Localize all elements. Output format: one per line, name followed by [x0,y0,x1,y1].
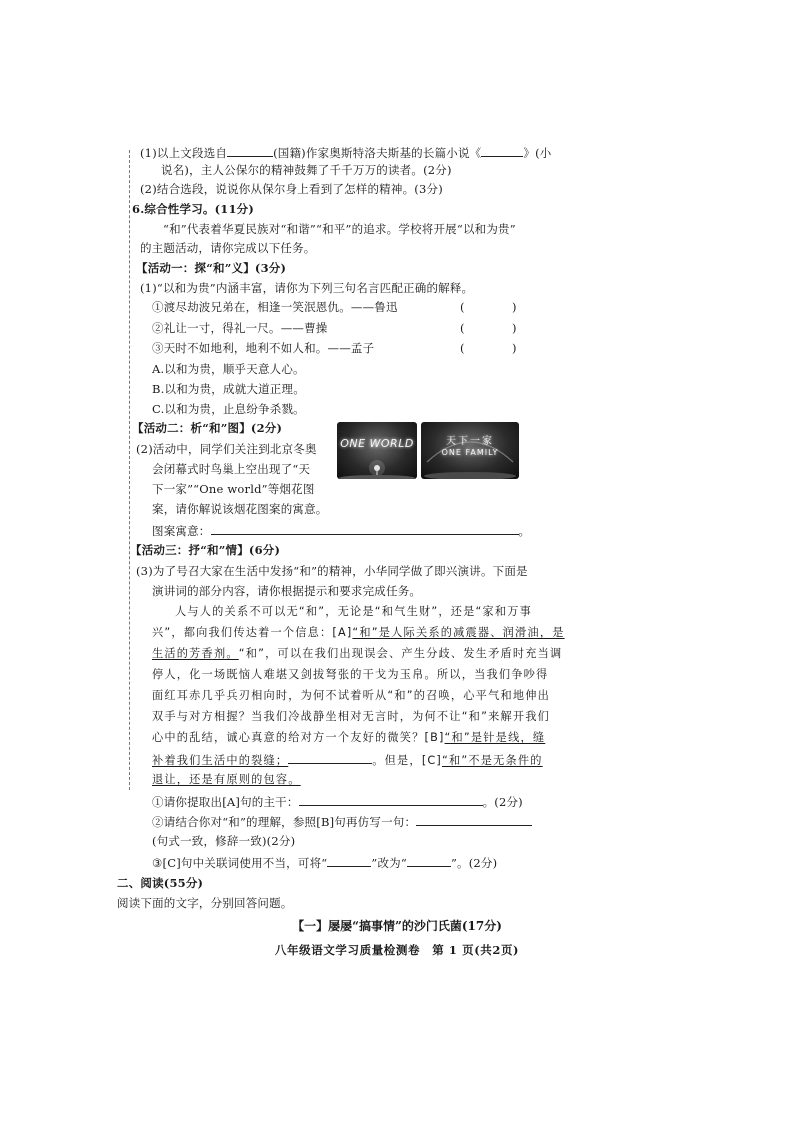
passage-line7-text: 心中的乱结，诚心真意的给对方一个友好的微笑？[B] [152,731,445,744]
answer-paren-open-3: ( [460,341,465,355]
activity2-period: 。 [518,524,531,538]
page-footer: 八年级语文学习质量检测卷 第 1 页(共2页) [274,943,520,957]
passage-line6: 双手与对方相握？当我们冷战静坐相对无言时，为何不让“和”来解开我们 [152,710,551,723]
option-a: A.以和为贵，顺乎天意人心。 [152,362,305,376]
original-conjunction-blank[interactable] [327,854,371,867]
q6-heading: 6.综合性学习。(11分) [132,202,254,216]
passage-line1: 人与人的关系不可以无“和”，无论是“和气生财”，还是“家和万事 [175,605,533,618]
activity1-title: 【活动一：探“和”义】(3分) [136,261,287,275]
activity2-title: 【活动二：析“和”图】(2分) [132,421,283,435]
q5-part2: (2)结合选段，说说你从保尔身上看到了怎样的精神。(3分) [140,182,443,196]
passage-line4: 停人，化一场既恼人难堪又剑拔弩张的干戈为玉帛。所以，当我们争吵得 [152,668,549,681]
passage-line9 [152,772,301,788]
option-b: B.以和为贵，成就大道正理。 [152,382,305,396]
sub-question-2 [152,813,532,830]
answer-paren-close-2: ) [512,321,517,335]
q6-intro-line1: “和”代表着华夏民族对“和谐”“和平”的追求。学校将开展“以和为贵” [163,222,516,236]
q5-part1-line1 [140,144,551,161]
sub-question-1 [152,793,523,810]
fireworks-photo-one-family [421,422,519,479]
answer-paren-open-2: ( [460,321,465,335]
imitation-sentence-blank[interactable] [416,813,532,826]
reading-passage-title: 【一】屡屡“搞事情”的沙门氏菌(17分) [292,919,502,933]
q6-intro-line2: 的主题活动，请你完成以下任务。 [140,241,316,255]
sentence-c-part1: “和”不是无条件的 [441,754,543,767]
sub-question-2-text: ②请结合你对“和”的理解，参照[B]句再仿写一句： [152,815,417,829]
main-stem-blank[interactable] [299,793,483,806]
activity1-question: (1)“以和为贵”内涵丰富，请你为下列三句名言匹配正确的解释。 [140,281,474,295]
passage-line3 [152,646,562,662]
passage-line5: 面红耳赤几乎兵刃相向时，为何不试着听从“和”的召唤，心平气和地伸出 [152,689,551,702]
sub-question-2-note: (句式一致，修辞一致)(2分) [152,834,296,848]
q5-part1-text-a: (1)以上文段选自 [140,146,228,160]
activity3-question-line1: (3)为了号召大家在生活中发扬“和”的精神，小华同学做了即兴演讲。下面是 [136,564,528,578]
passage-line2 [152,625,565,641]
pattern-meaning-blank[interactable] [211,522,519,535]
sub-question-3 [152,854,497,871]
passage-line8-text: 。但是，[C] [372,754,442,767]
q5-part1-line2: 说名)，主人公保尔的精神鼓舞了千千万万的读者。(2分) [161,163,452,177]
novel-name-blank[interactable] [481,144,523,157]
sentence-c-part2: 退让，还是有原则的包容。 [152,773,301,786]
activity2-line1: (2)活动中，同学们关注到北京冬奥 [136,442,317,456]
sentence-b-part1: “和”是针是线，缝 [444,731,546,744]
answer-paren-open-1: ( [460,300,465,314]
binding-margin-line [129,150,130,790]
fireworks-photo-one-world [337,422,417,479]
quote-3: ③天时不如地利，地利不如人和。——孟子 [152,341,375,355]
sub-question-3-text-c: ”。(2分) [450,856,498,870]
nationality-blank[interactable] [227,144,273,157]
activity2-line3: 下一家”“One world”等烟花图 [152,482,315,496]
sentence-a-part2: 生活的芳香剂。 [152,647,239,660]
activity2-line4: 案，请你解说该烟花图案的寓意。 [152,502,328,516]
fireworks-sparkle-graphic [337,422,417,479]
answer-paren-close-1: ) [512,300,517,314]
passage-line2-text: 兴”，都向我们传达着一个信息：[A] [152,626,353,639]
sub-question-1-text: ①请你提取出[A]句的主干： [152,795,299,809]
quote-2: ②礼让一寸，得礼一尺。——曹操 [152,321,328,335]
tianxia-yijia-firework-text: 天下一家 [446,436,494,447]
one-world-firework-text: ONE WORLD [340,437,414,450]
passage-line7 [152,730,545,746]
activity2-line2: 会闭幕式时鸟巢上空出现了“天 [152,462,311,476]
passage-line3-text: “和”，可以在我们出现误会、产生分歧、发生矛盾时充当调 [238,647,563,660]
sentence-b-part2: 补着我们生活中的裂缝； [152,754,289,767]
answer-paren-close-3: ) [512,341,517,355]
corrected-conjunction-blank[interactable] [407,854,451,867]
q5-part1-text-b: (国籍)作家奥斯特洛夫斯基的长篇小说《 [273,146,482,160]
passage-line8 [152,751,543,769]
q5-part1-text-c: 》(小 [523,146,552,160]
sub-question-3-text-b: ”改为“ [371,856,407,870]
section2-instruction: 阅读下面的文字，分别回答问题。 [117,896,293,910]
activity3-title: 【活动三：抒“和”情】(6分) [130,543,281,557]
section2-heading: 二、阅读(55分) [117,876,204,890]
sub-question-3-text-a: ③[C]句中关联词使用不当，可将“ [152,856,328,870]
one-family-firework-text: ONE FAMILY [441,448,499,457]
activity2-answer-label: 图案寓意： [152,524,211,538]
activity2-answer-line [152,522,530,539]
activity3-question-line2: 演讲词的部分内容，请你根据提示和要求完成任务。 [152,584,422,598]
sentence-a-part1: “和”是人际关系的减震器、润滑油，是 [352,626,565,639]
passage-fill-blank[interactable] [288,751,372,764]
sub-question-1-score: 。(2分) [482,795,523,809]
quote-1: ①渡尽劫波兄弟在，相逢一笑泯恩仇。——鲁迅 [152,300,398,314]
option-c: C.以和为贵，止息纷争杀戮。 [152,402,305,416]
